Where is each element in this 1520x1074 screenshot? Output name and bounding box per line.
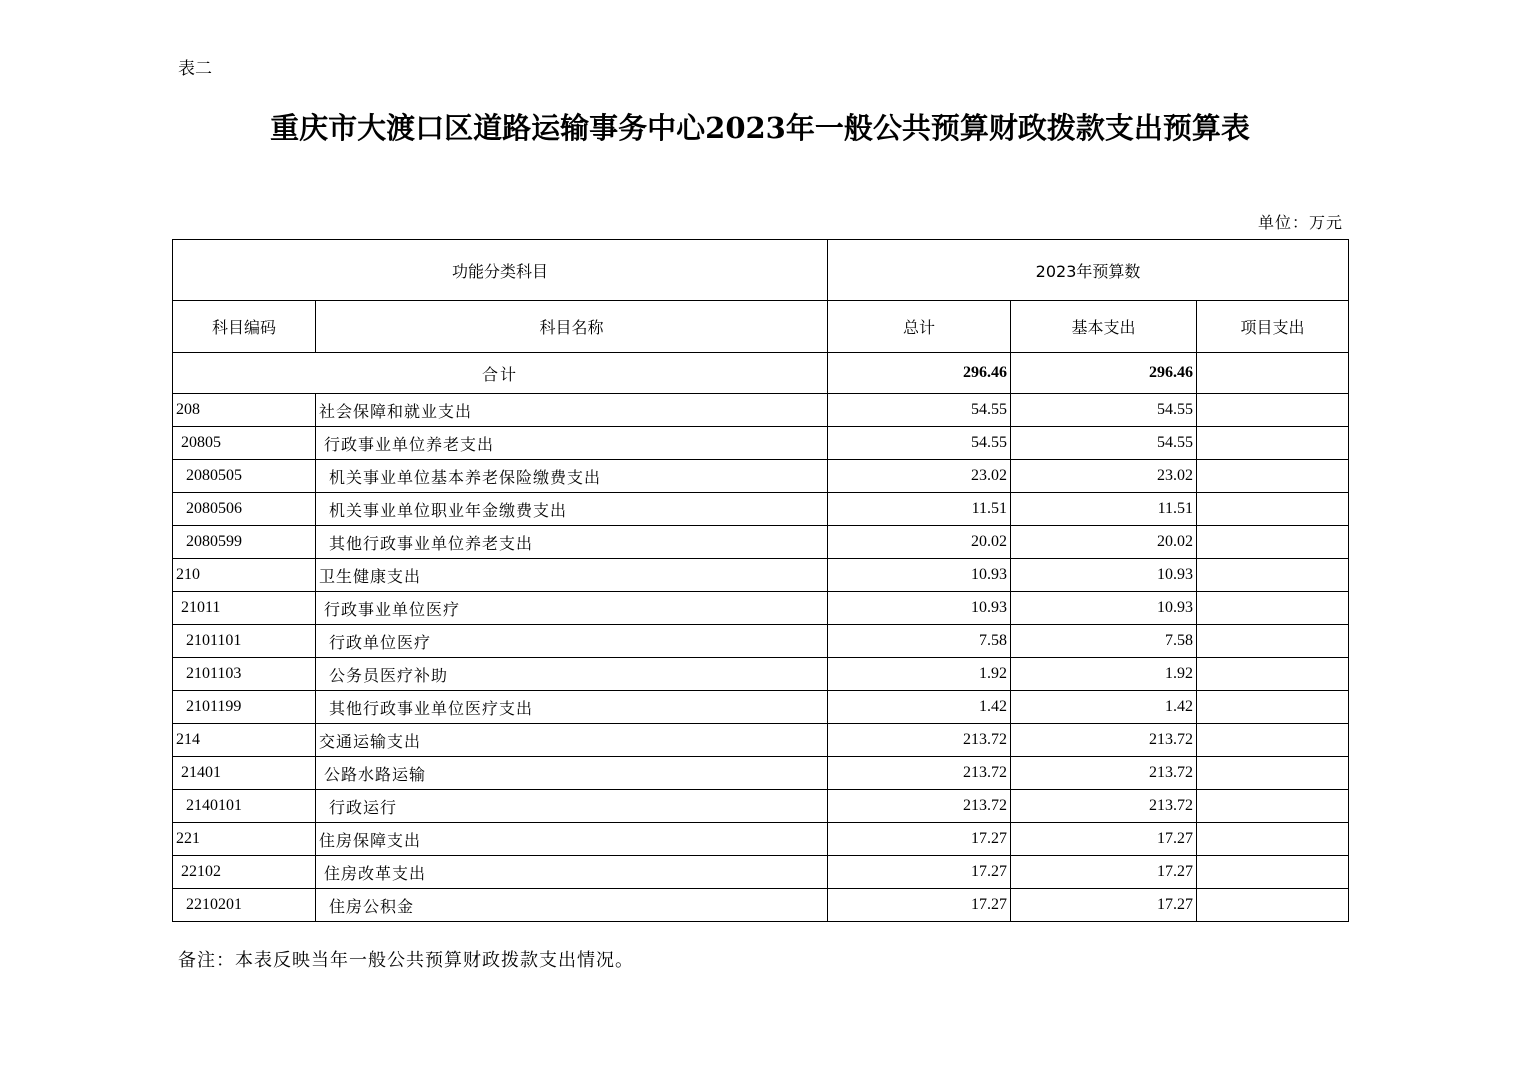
row-basic: 10.93 [1011,559,1197,592]
table-row [173,394,1349,427]
row-name: 卫生健康支出 [316,559,828,592]
budget-table [172,239,1349,922]
row-project [1197,526,1349,559]
table-row [173,526,1349,559]
row-total: 17.27 [828,823,1011,856]
row-code: 21401 [173,757,316,790]
row-project [1197,790,1349,823]
row-total: 11.51 [828,493,1011,526]
table-row [173,856,1349,889]
row-basic: 213.72 [1011,757,1197,790]
row-project [1197,625,1349,658]
row-name: 行政单位医疗 [316,625,828,658]
row-name: 行政事业单位医疗 [316,592,828,625]
row-code: 2101199 [173,691,316,724]
row-code: 210 [173,559,316,592]
row-name: 其他行政事业单位养老支出 [316,526,828,559]
table-row [173,592,1349,625]
row-basic: 7.58 [1011,625,1197,658]
total-row [173,353,1349,394]
row-project [1197,691,1349,724]
row-basic: 20.02 [1011,526,1197,559]
row-name: 机关事业单位基本养老保险缴费支出 [316,460,828,493]
row-project [1197,757,1349,790]
row-basic: 54.55 [1011,427,1197,460]
row-total: 10.93 [828,592,1011,625]
page-title: 重庆市大渡口区道路运输事务中心2023年一般公共预算财政拨款支出预算表 [270,111,1250,145]
table-row [173,625,1349,658]
row-basic: 1.42 [1011,691,1197,724]
row-name: 住房公积金 [316,889,828,922]
table-row [173,889,1349,922]
row-project [1197,592,1349,625]
table-row [173,691,1349,724]
row-code: 2210201 [173,889,316,922]
row-project [1197,658,1349,691]
header-row-columns [173,301,1349,353]
row-code: 2080599 [173,526,316,559]
row-basic: 10.93 [1011,592,1197,625]
row-name: 行政运行 [316,790,828,823]
table-label: 表二 [178,59,212,79]
total-label: 合计 [173,353,828,394]
row-code: 2080505 [173,460,316,493]
row-code: 2101103 [173,658,316,691]
row-project [1197,889,1349,922]
row-name: 交通运输支出 [316,724,828,757]
table-row [173,823,1349,856]
header-budget-2023: 2023年预算数 [828,240,1349,301]
total-sum: 296.46 [828,353,1011,394]
header-basic: 基本支出 [1011,301,1197,353]
row-project [1197,460,1349,493]
table-row [173,559,1349,592]
row-project [1197,559,1349,592]
row-basic: 1.92 [1011,658,1197,691]
header-project: 项目支出 [1197,301,1349,353]
row-total: 20.02 [828,526,1011,559]
row-total: 17.27 [828,856,1011,889]
row-total: 1.42 [828,691,1011,724]
row-code: 2101101 [173,625,316,658]
row-total: 7.58 [828,625,1011,658]
row-basic: 11.51 [1011,493,1197,526]
row-project [1197,823,1349,856]
row-total: 23.02 [828,460,1011,493]
row-total: 54.55 [828,427,1011,460]
row-name: 行政事业单位养老支出 [316,427,828,460]
table-row [173,724,1349,757]
row-code: 214 [173,724,316,757]
total-basic: 296.46 [1011,353,1197,394]
row-name: 其他行政事业单位医疗支出 [316,691,828,724]
row-basic: 54.55 [1011,394,1197,427]
row-basic: 17.27 [1011,823,1197,856]
row-code: 208 [173,394,316,427]
total-project [1197,353,1349,394]
row-project [1197,724,1349,757]
row-total: 54.55 [828,394,1011,427]
row-code: 21011 [173,592,316,625]
table-row [173,757,1349,790]
row-project [1197,394,1349,427]
row-project [1197,856,1349,889]
header-function-category: 功能分类科目 [173,240,828,301]
row-basic: 213.72 [1011,724,1197,757]
table-row [173,460,1349,493]
row-total: 17.27 [828,889,1011,922]
footnote: 备注：本表反映当年一般公共预算财政拨款支出情况。 [178,950,634,971]
header-total: 总计 [828,301,1011,353]
table-row [173,427,1349,460]
row-basic: 213.72 [1011,790,1197,823]
row-total: 213.72 [828,790,1011,823]
row-total: 10.93 [828,559,1011,592]
row-total: 213.72 [828,724,1011,757]
row-code: 2140101 [173,790,316,823]
row-name: 住房保障支出 [316,823,828,856]
row-code: 22102 [173,856,316,889]
header-name: 科目名称 [316,301,828,353]
row-name: 公路水路运输 [316,757,828,790]
row-basic: 17.27 [1011,856,1197,889]
header-row-group [173,240,1349,301]
row-code: 221 [173,823,316,856]
row-total: 213.72 [828,757,1011,790]
row-project [1197,493,1349,526]
row-basic: 17.27 [1011,889,1197,922]
row-basic: 23.02 [1011,460,1197,493]
row-name: 社会保障和就业支出 [316,394,828,427]
row-code: 20805 [173,427,316,460]
row-name: 住房改革支出 [316,856,828,889]
header-code: 科目编码 [173,301,316,353]
unit-label: 单位：万元 [1257,213,1343,232]
row-project [1197,427,1349,460]
row-total: 1.92 [828,658,1011,691]
table-row [173,790,1349,823]
row-name: 机关事业单位职业年金缴费支出 [316,493,828,526]
row-name: 公务员医疗补助 [316,658,828,691]
row-code: 2080506 [173,493,316,526]
table-row [173,658,1349,691]
table-row [173,493,1349,526]
